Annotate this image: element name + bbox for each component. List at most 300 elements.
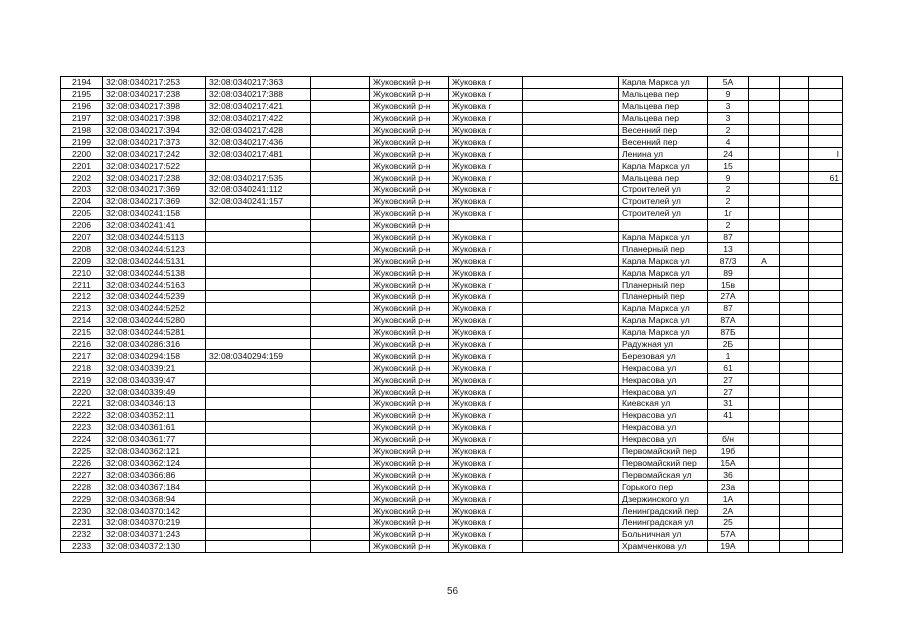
- cadastral-number-cell: 32:08:0340372:130: [103, 540, 206, 552]
- extra-cell: [780, 528, 809, 540]
- building-letter-cell: [749, 267, 780, 279]
- cadastral-number-cell: 32:08:0340244:5281: [103, 326, 206, 338]
- building-letter-cell: [749, 374, 780, 386]
- apartment-cell: [809, 493, 843, 505]
- extra-cell: [780, 77, 809, 89]
- extra-cell: [780, 207, 809, 219]
- row-number-cell: 2227: [61, 469, 103, 481]
- row-number-cell: 2214: [61, 314, 103, 326]
- apartment-cell: [809, 469, 843, 481]
- empty-cell: [311, 409, 370, 421]
- cadastral-number-cell: 32:08:0340244:5280: [103, 314, 206, 326]
- empty-cell: [311, 302, 370, 314]
- building-letter-cell: [749, 481, 780, 493]
- apartment-cell: [809, 302, 843, 314]
- row-number-cell: 2222: [61, 409, 103, 421]
- empty-cell: [523, 326, 619, 338]
- table-row: [61, 88, 843, 100]
- related-cadastral-cell: [206, 528, 311, 540]
- extra-cell: [780, 505, 809, 517]
- street-cell: Радужная ул: [619, 338, 708, 350]
- building-letter-cell: [749, 184, 780, 196]
- district-cell: Жуковский р-н: [370, 302, 449, 314]
- district-cell: Жуковский р-н: [370, 516, 449, 528]
- district-cell: Жуковский р-н: [370, 195, 449, 207]
- building-letter-cell: [749, 136, 780, 148]
- city-cell: Жуковка г: [449, 243, 523, 255]
- registry-table: [60, 76, 843, 553]
- city-cell: Жуковка г: [449, 409, 523, 421]
- extra-cell: [780, 124, 809, 136]
- cadastral-number-cell: 32:08:0340217:369: [103, 184, 206, 196]
- table-body: [61, 77, 843, 553]
- apartment-cell: [809, 219, 843, 231]
- related-cadastral-cell: 32:08:0340241:157: [206, 195, 311, 207]
- apartment-cell: [809, 350, 843, 362]
- district-cell: Жуковский р-н: [370, 88, 449, 100]
- extra-cell: [780, 160, 809, 172]
- building-letter-cell: [749, 350, 780, 362]
- related-cadastral-cell: [206, 493, 311, 505]
- cadastral-number-cell: 32:08:0340244:5138: [103, 267, 206, 279]
- cadastral-number-cell: 32:08:0340286:316: [103, 338, 206, 350]
- apartment-cell: [809, 77, 843, 89]
- street-cell: Некрасова ул: [619, 409, 708, 421]
- related-cadastral-cell: [206, 219, 311, 231]
- related-cadastral-cell: [206, 362, 311, 374]
- cadastral-number-cell: 32:08:0340217:369: [103, 195, 206, 207]
- apartment-cell: [809, 124, 843, 136]
- cadastral-number-cell: 32:08:0340352:11: [103, 409, 206, 421]
- related-cadastral-cell: [206, 386, 311, 398]
- cadastral-number-cell: 32:08:0340217:238: [103, 172, 206, 184]
- street-cell: Ленинградская ул: [619, 516, 708, 528]
- house-cell: 9: [708, 172, 749, 184]
- row-number-cell: 2198: [61, 124, 103, 136]
- row-number-cell: 2210: [61, 267, 103, 279]
- row-number-cell: 2216: [61, 338, 103, 350]
- empty-cell: [523, 457, 619, 469]
- district-cell: Жуковский р-н: [370, 219, 449, 231]
- related-cadastral-cell: [206, 160, 311, 172]
- house-cell: 2: [708, 124, 749, 136]
- table-row: [61, 457, 843, 469]
- table-row: [61, 493, 843, 505]
- empty-cell: [311, 100, 370, 112]
- city-cell: Жуковка г: [449, 540, 523, 552]
- empty-cell: [311, 505, 370, 517]
- empty-cell: [311, 528, 370, 540]
- related-cadastral-cell: 32:08:0340217:535: [206, 172, 311, 184]
- row-number-cell: 2211: [61, 279, 103, 291]
- apartment-cell: [809, 231, 843, 243]
- building-letter-cell: [749, 540, 780, 552]
- city-cell: Жуковка г: [449, 445, 523, 457]
- extra-cell: [780, 279, 809, 291]
- empty-cell: [311, 207, 370, 219]
- cadastral-number-cell: 32:08:0340362:121: [103, 445, 206, 457]
- extra-cell: [780, 457, 809, 469]
- empty-cell: [311, 350, 370, 362]
- cadastral-number-cell: 32:08:0340361:61: [103, 421, 206, 433]
- empty-cell: [311, 160, 370, 172]
- empty-cell: [523, 516, 619, 528]
- apartment-cell: [809, 540, 843, 552]
- table-row: [61, 160, 843, 172]
- empty-cell: [523, 398, 619, 410]
- extra-cell: [780, 445, 809, 457]
- row-number-cell: 2217: [61, 350, 103, 362]
- row-number-cell: 2200: [61, 148, 103, 160]
- building-letter-cell: [749, 207, 780, 219]
- apartment-cell: [809, 516, 843, 528]
- apartment-cell: [809, 374, 843, 386]
- street-cell: Карла Маркса ул: [619, 267, 708, 279]
- building-letter-cell: А: [749, 255, 780, 267]
- apartment-cell: [809, 314, 843, 326]
- empty-cell: [311, 433, 370, 445]
- extra-cell: [780, 136, 809, 148]
- house-cell: 89: [708, 267, 749, 279]
- house-cell: 19б: [708, 445, 749, 457]
- table-row: [61, 148, 843, 160]
- apartment-cell: I: [809, 148, 843, 160]
- street-cell: Карла Маркса ул: [619, 326, 708, 338]
- cadastral-number-cell: 32:08:0340368:94: [103, 493, 206, 505]
- house-cell: 15А: [708, 457, 749, 469]
- district-cell: Жуковский р-н: [370, 207, 449, 219]
- extra-cell: [780, 409, 809, 421]
- empty-cell: [311, 421, 370, 433]
- building-letter-cell: [749, 88, 780, 100]
- table-row: [61, 136, 843, 148]
- related-cadastral-cell: [206, 433, 311, 445]
- city-cell: Жуковка г: [449, 433, 523, 445]
- row-number-cell: 2226: [61, 457, 103, 469]
- empty-cell: [523, 528, 619, 540]
- city-cell: Жуковка г: [449, 493, 523, 505]
- related-cadastral-cell: [206, 409, 311, 421]
- empty-cell: [523, 255, 619, 267]
- building-letter-cell: [749, 195, 780, 207]
- empty-cell: [311, 481, 370, 493]
- extra-cell: [780, 243, 809, 255]
- related-cadastral-cell: 32:08:0340217:421: [206, 100, 311, 112]
- table-row: [61, 445, 843, 457]
- empty-cell: [311, 279, 370, 291]
- table-row: [61, 243, 843, 255]
- district-cell: Жуковский р-н: [370, 386, 449, 398]
- house-cell: 9: [708, 88, 749, 100]
- table-row: [61, 77, 843, 89]
- empty-cell: [523, 243, 619, 255]
- table-row: [61, 469, 843, 481]
- related-cadastral-cell: [206, 243, 311, 255]
- table-row: [61, 219, 843, 231]
- empty-cell: [523, 445, 619, 457]
- row-number-cell: 2201: [61, 160, 103, 172]
- related-cadastral-cell: [206, 338, 311, 350]
- cadastral-number-cell: 32:08:0340241:158: [103, 207, 206, 219]
- empty-cell: [311, 243, 370, 255]
- related-cadastral-cell: 32:08:0340217:436: [206, 136, 311, 148]
- row-number-cell: 2213: [61, 302, 103, 314]
- extra-cell: [780, 100, 809, 112]
- cadastral-number-cell: 32:08:0340370:142: [103, 505, 206, 517]
- building-letter-cell: [749, 398, 780, 410]
- related-cadastral-cell: [206, 445, 311, 457]
- city-cell: Жуковка г: [449, 398, 523, 410]
- city-cell: Жуковка г: [449, 148, 523, 160]
- related-cadastral-cell: [206, 267, 311, 279]
- apartment-cell: [809, 255, 843, 267]
- house-cell: 57А: [708, 528, 749, 540]
- empty-cell: [311, 540, 370, 552]
- row-number-cell: 2199: [61, 136, 103, 148]
- table-row: [61, 184, 843, 196]
- house-cell: 3: [708, 112, 749, 124]
- cadastral-number-cell: 32:08:0340362:124: [103, 457, 206, 469]
- extra-cell: [780, 267, 809, 279]
- empty-cell: [523, 184, 619, 196]
- cadastral-number-cell: 32:08:0340371:243: [103, 528, 206, 540]
- empty-cell: [523, 279, 619, 291]
- street-cell: [619, 219, 708, 231]
- apartment-cell: [809, 160, 843, 172]
- city-cell: Жуковка г: [449, 481, 523, 493]
- district-cell: Жуковский р-н: [370, 326, 449, 338]
- row-number-cell: 2223: [61, 421, 103, 433]
- apartment-cell: [809, 184, 843, 196]
- house-cell: 2: [708, 195, 749, 207]
- street-cell: Больничная ул: [619, 528, 708, 540]
- extra-cell: [780, 172, 809, 184]
- row-number-cell: 2215: [61, 326, 103, 338]
- street-cell: Карла Маркса ул: [619, 255, 708, 267]
- row-number-cell: 2195: [61, 88, 103, 100]
- empty-cell: [311, 124, 370, 136]
- empty-cell: [523, 112, 619, 124]
- building-letter-cell: [749, 457, 780, 469]
- cadastral-number-cell: 32:08:0340244:5239: [103, 291, 206, 303]
- cadastral-number-cell: 32:08:0340244:5163: [103, 279, 206, 291]
- district-cell: Жуковский р-н: [370, 100, 449, 112]
- row-number-cell: 2208: [61, 243, 103, 255]
- empty-cell: [523, 481, 619, 493]
- building-letter-cell: [749, 112, 780, 124]
- building-letter-cell: [749, 409, 780, 421]
- city-cell: Жуковка г: [449, 136, 523, 148]
- building-letter-cell: [749, 469, 780, 481]
- building-letter-cell: [749, 505, 780, 517]
- related-cadastral-cell: [206, 540, 311, 552]
- district-cell: Жуковский р-н: [370, 350, 449, 362]
- district-cell: Жуковский р-н: [370, 136, 449, 148]
- building-letter-cell: [749, 338, 780, 350]
- district-cell: Жуковский р-н: [370, 505, 449, 517]
- city-cell: Жуковка г: [449, 207, 523, 219]
- table-row: [61, 291, 843, 303]
- empty-cell: [311, 148, 370, 160]
- district-cell: Жуковский р-н: [370, 291, 449, 303]
- table-row: [61, 386, 843, 398]
- related-cadastral-cell: [206, 457, 311, 469]
- street-cell: Строителей ул: [619, 207, 708, 219]
- street-cell: Мальцева пер: [619, 88, 708, 100]
- street-cell: Карла Маркса ул: [619, 302, 708, 314]
- row-number-cell: 2204: [61, 195, 103, 207]
- building-letter-cell: [749, 243, 780, 255]
- building-letter-cell: [749, 386, 780, 398]
- row-number-cell: 2202: [61, 172, 103, 184]
- street-cell: Храмченкова ул: [619, 540, 708, 552]
- cadastral-number-cell: 32:08:0340294:158: [103, 350, 206, 362]
- empty-cell: [523, 314, 619, 326]
- table-row: [61, 172, 843, 184]
- row-number-cell: 2203: [61, 184, 103, 196]
- empty-cell: [311, 112, 370, 124]
- district-cell: Жуковский р-н: [370, 243, 449, 255]
- street-cell: Ленина ул: [619, 148, 708, 160]
- empty-cell: [311, 219, 370, 231]
- related-cadastral-cell: [206, 516, 311, 528]
- house-cell: 19А: [708, 540, 749, 552]
- city-cell: Жуковка г: [449, 362, 523, 374]
- apartment-cell: [809, 362, 843, 374]
- building-letter-cell: [749, 421, 780, 433]
- building-letter-cell: [749, 231, 780, 243]
- apartment-cell: [809, 243, 843, 255]
- city-cell: Жуковка г: [449, 184, 523, 196]
- row-number-cell: 2220: [61, 386, 103, 398]
- building-letter-cell: [749, 100, 780, 112]
- related-cadastral-cell: 32:08:0340217:363: [206, 77, 311, 89]
- city-cell: Жуковка г: [449, 326, 523, 338]
- city-cell: Жуковка г: [449, 291, 523, 303]
- apartment-cell: [809, 267, 843, 279]
- city-cell: Жуковка г: [449, 112, 523, 124]
- house-cell: 1: [708, 350, 749, 362]
- empty-cell: [311, 77, 370, 89]
- row-number-cell: 2231: [61, 516, 103, 528]
- street-cell: Весенний пер: [619, 124, 708, 136]
- building-letter-cell: [749, 433, 780, 445]
- district-cell: Жуковский р-н: [370, 433, 449, 445]
- apartment-cell: [809, 291, 843, 303]
- cadastral-number-cell: 32:08:0340370:219: [103, 516, 206, 528]
- city-cell: Жуковка г: [449, 314, 523, 326]
- building-letter-cell: [749, 326, 780, 338]
- related-cadastral-cell: [206, 505, 311, 517]
- building-letter-cell: [749, 219, 780, 231]
- house-cell: 27: [708, 386, 749, 398]
- row-number-cell: 2221: [61, 398, 103, 410]
- street-cell: Строителей ул: [619, 184, 708, 196]
- city-cell: Жуковка г: [449, 100, 523, 112]
- related-cadastral-cell: [206, 302, 311, 314]
- related-cadastral-cell: 32:08:0340241:112: [206, 184, 311, 196]
- city-cell: Жуковка г: [449, 255, 523, 267]
- cadastral-number-cell: 32:08:0340361:77: [103, 433, 206, 445]
- empty-cell: [523, 338, 619, 350]
- district-cell: Жуковский р-н: [370, 540, 449, 552]
- building-letter-cell: [749, 445, 780, 457]
- house-cell: 3: [708, 100, 749, 112]
- apartment-cell: [809, 112, 843, 124]
- page-number: 56: [446, 586, 459, 597]
- house-cell: 27: [708, 374, 749, 386]
- apartment-cell: [809, 326, 843, 338]
- cadastral-number-cell: 32:08:0340339:47: [103, 374, 206, 386]
- apartment-cell: [809, 409, 843, 421]
- house-cell: 2Б: [708, 338, 749, 350]
- building-letter-cell: [749, 528, 780, 540]
- related-cadastral-cell: [206, 481, 311, 493]
- table-row: [61, 314, 843, 326]
- district-cell: Жуковский р-н: [370, 231, 449, 243]
- street-cell: Мальцева пер: [619, 100, 708, 112]
- table-row: [61, 350, 843, 362]
- extra-cell: [780, 338, 809, 350]
- house-cell: б/н: [708, 433, 749, 445]
- district-cell: Жуковский р-н: [370, 314, 449, 326]
- empty-cell: [311, 291, 370, 303]
- cadastral-number-cell: 32:08:0340217:522: [103, 160, 206, 172]
- city-cell: Жуковка г: [449, 374, 523, 386]
- empty-cell: [523, 195, 619, 207]
- cadastral-number-cell: 32:08:0340217:398: [103, 112, 206, 124]
- table-row: [61, 421, 843, 433]
- table-row: [61, 195, 843, 207]
- row-number-cell: 2212: [61, 291, 103, 303]
- related-cadastral-cell: [206, 398, 311, 410]
- house-cell: 87Б: [708, 326, 749, 338]
- cadastral-number-cell: 32:08:0340217:253: [103, 77, 206, 89]
- cadastral-number-cell: 32:08:0340367:184: [103, 481, 206, 493]
- table-row: [61, 398, 843, 410]
- empty-cell: [523, 219, 619, 231]
- empty-cell: [311, 267, 370, 279]
- related-cadastral-cell: [206, 207, 311, 219]
- house-cell: 2: [708, 184, 749, 196]
- row-number-cell: 2209: [61, 255, 103, 267]
- street-cell: Карла Маркса ул: [619, 77, 708, 89]
- apartment-cell: [809, 433, 843, 445]
- building-letter-cell: [749, 493, 780, 505]
- related-cadastral-cell: [206, 421, 311, 433]
- district-cell: Жуковский р-н: [370, 421, 449, 433]
- row-number-cell: 2218: [61, 362, 103, 374]
- empty-cell: [311, 195, 370, 207]
- empty-cell: [523, 409, 619, 421]
- empty-cell: [523, 469, 619, 481]
- apartment-cell: [809, 505, 843, 517]
- house-cell: 61: [708, 362, 749, 374]
- empty-cell: [311, 469, 370, 481]
- cadastral-number-cell: 32:08:0340244:5113: [103, 231, 206, 243]
- house-cell: 1г: [708, 207, 749, 219]
- cadastral-number-cell: 32:08:0340241:41: [103, 219, 206, 231]
- street-cell: Первомайский пер: [619, 445, 708, 457]
- street-cell: Планерный пер: [619, 243, 708, 255]
- table-row: [61, 231, 843, 243]
- street-cell: Киевская ул: [619, 398, 708, 410]
- extra-cell: [780, 374, 809, 386]
- row-number-cell: 2224: [61, 433, 103, 445]
- empty-cell: [523, 88, 619, 100]
- empty-cell: [523, 160, 619, 172]
- building-letter-cell: [749, 362, 780, 374]
